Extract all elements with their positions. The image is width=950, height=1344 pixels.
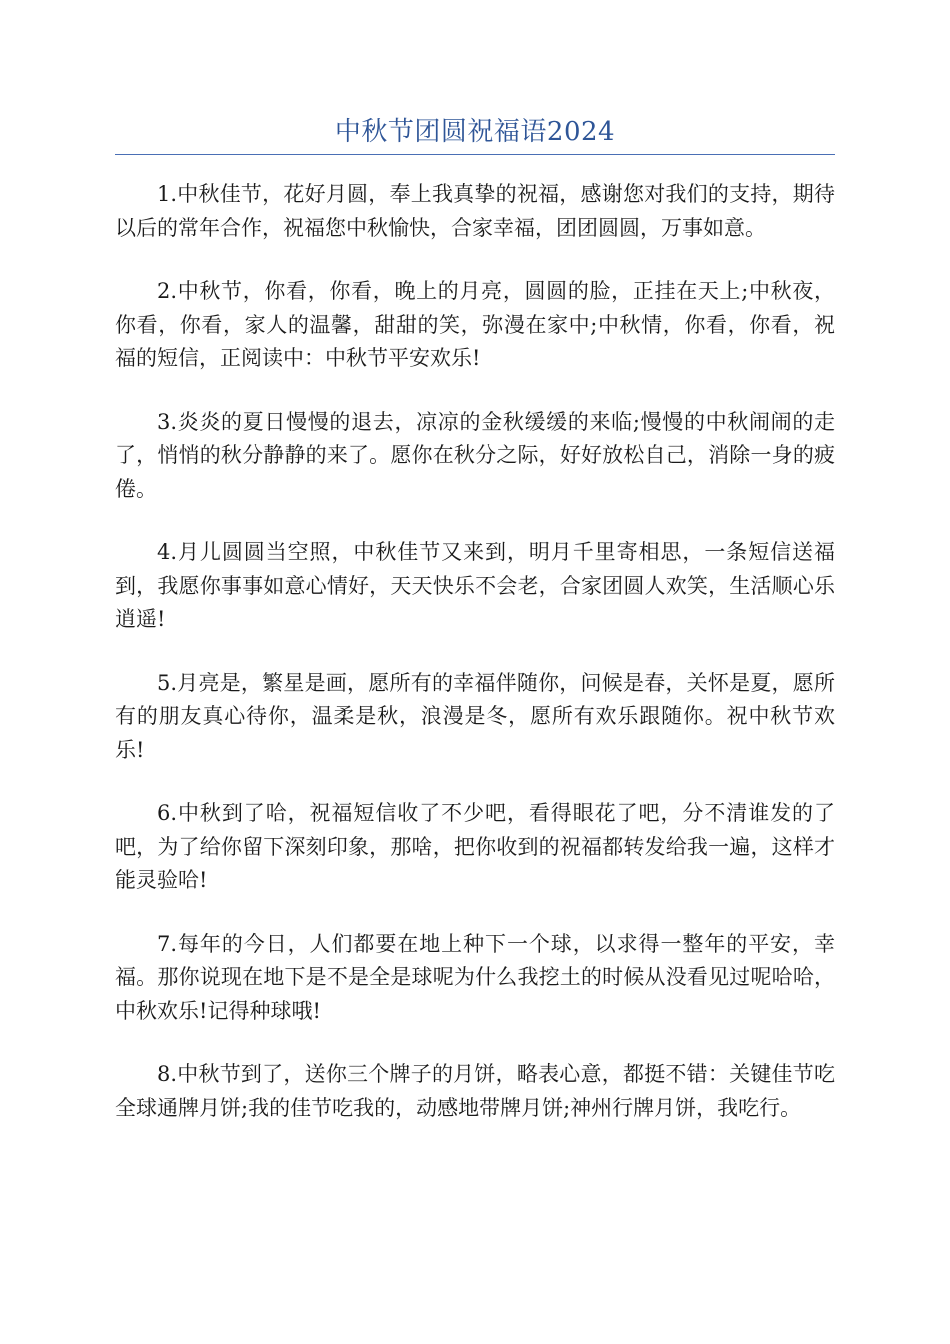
page-title: 中秋节团圆祝福语2024 — [334, 117, 616, 147]
title-divider — [115, 154, 835, 155]
paragraph-2: 2.中秋节，你看，你看，晚上的月亮，圆圆的脸，正挂在天上;中秋夜，你看，你看，家人的温馨，甜甜的笑，弥漫在家中;中秋情，你看，你看，祝福的短信，正阅读中：中秋节平安欢乐! — [115, 279, 835, 370]
paragraph-1: 1.中秋佳节，花好月圆，奉上我真挚的祝福，感谢您对我们的支持，期待以后的常年合作，祝福您中秋愉快，合家幸福，团团圆圆，万事如意。 — [115, 182, 835, 240]
paragraph-3: 3.炎炎的夏日慢慢的退去，凉凉的金秋缓缓的来临;慢慢的中秋闹闹的走了，悄悄的秋分静静的来了。愿你在秋分之际，好好放松自己，消除一身的疲倦。 — [115, 409, 835, 501]
paragraph-6: 6.中秋到了哈，祝福短信收了不少吧，看得眼花了吧，分不清谁发的了吧，为了给你留下深刻印象，那啥，把你收到的祝福都转发给我一遍，这样才能灵验哈! — [115, 801, 835, 892]
paragraph-7: 7.每年的今日，人们都要在地上种下一个球，以求得一整年的平安，幸福。那你说现在地下是不是全是球呢为什么我挖土的时候从没看见过呢哈哈，中秋欢乐!记得种球哦! — [115, 931, 835, 1023]
paragraph-5: 5.月亮是，繁星是画，愿所有的幸福伴随你，问候是春，关怀是夏，愿所有的朋友真心待你，温柔是秋，浪漫是冬，愿所有欢乐跟随你。祝中秋节欢乐! — [115, 670, 835, 762]
paragraph-8: 8.中秋节到了，送你三个牌子的月饼，略表心意，都挺不错：关键佳节吃全球通牌月饼;我的佳节吃我的，动感地带牌月饼;神州行牌月饼，我吃行。 — [115, 1062, 835, 1120]
paragraph-4: 4.月儿圆圆当空照，中秋佳节又来到，明月千里寄相思，一条短信送福到，我愿你事事如意心情好，天天快乐不会老，合家团圆人欢笑，生活顺心乐逍遥! — [115, 540, 835, 631]
document-body — [115, 178, 835, 1155]
